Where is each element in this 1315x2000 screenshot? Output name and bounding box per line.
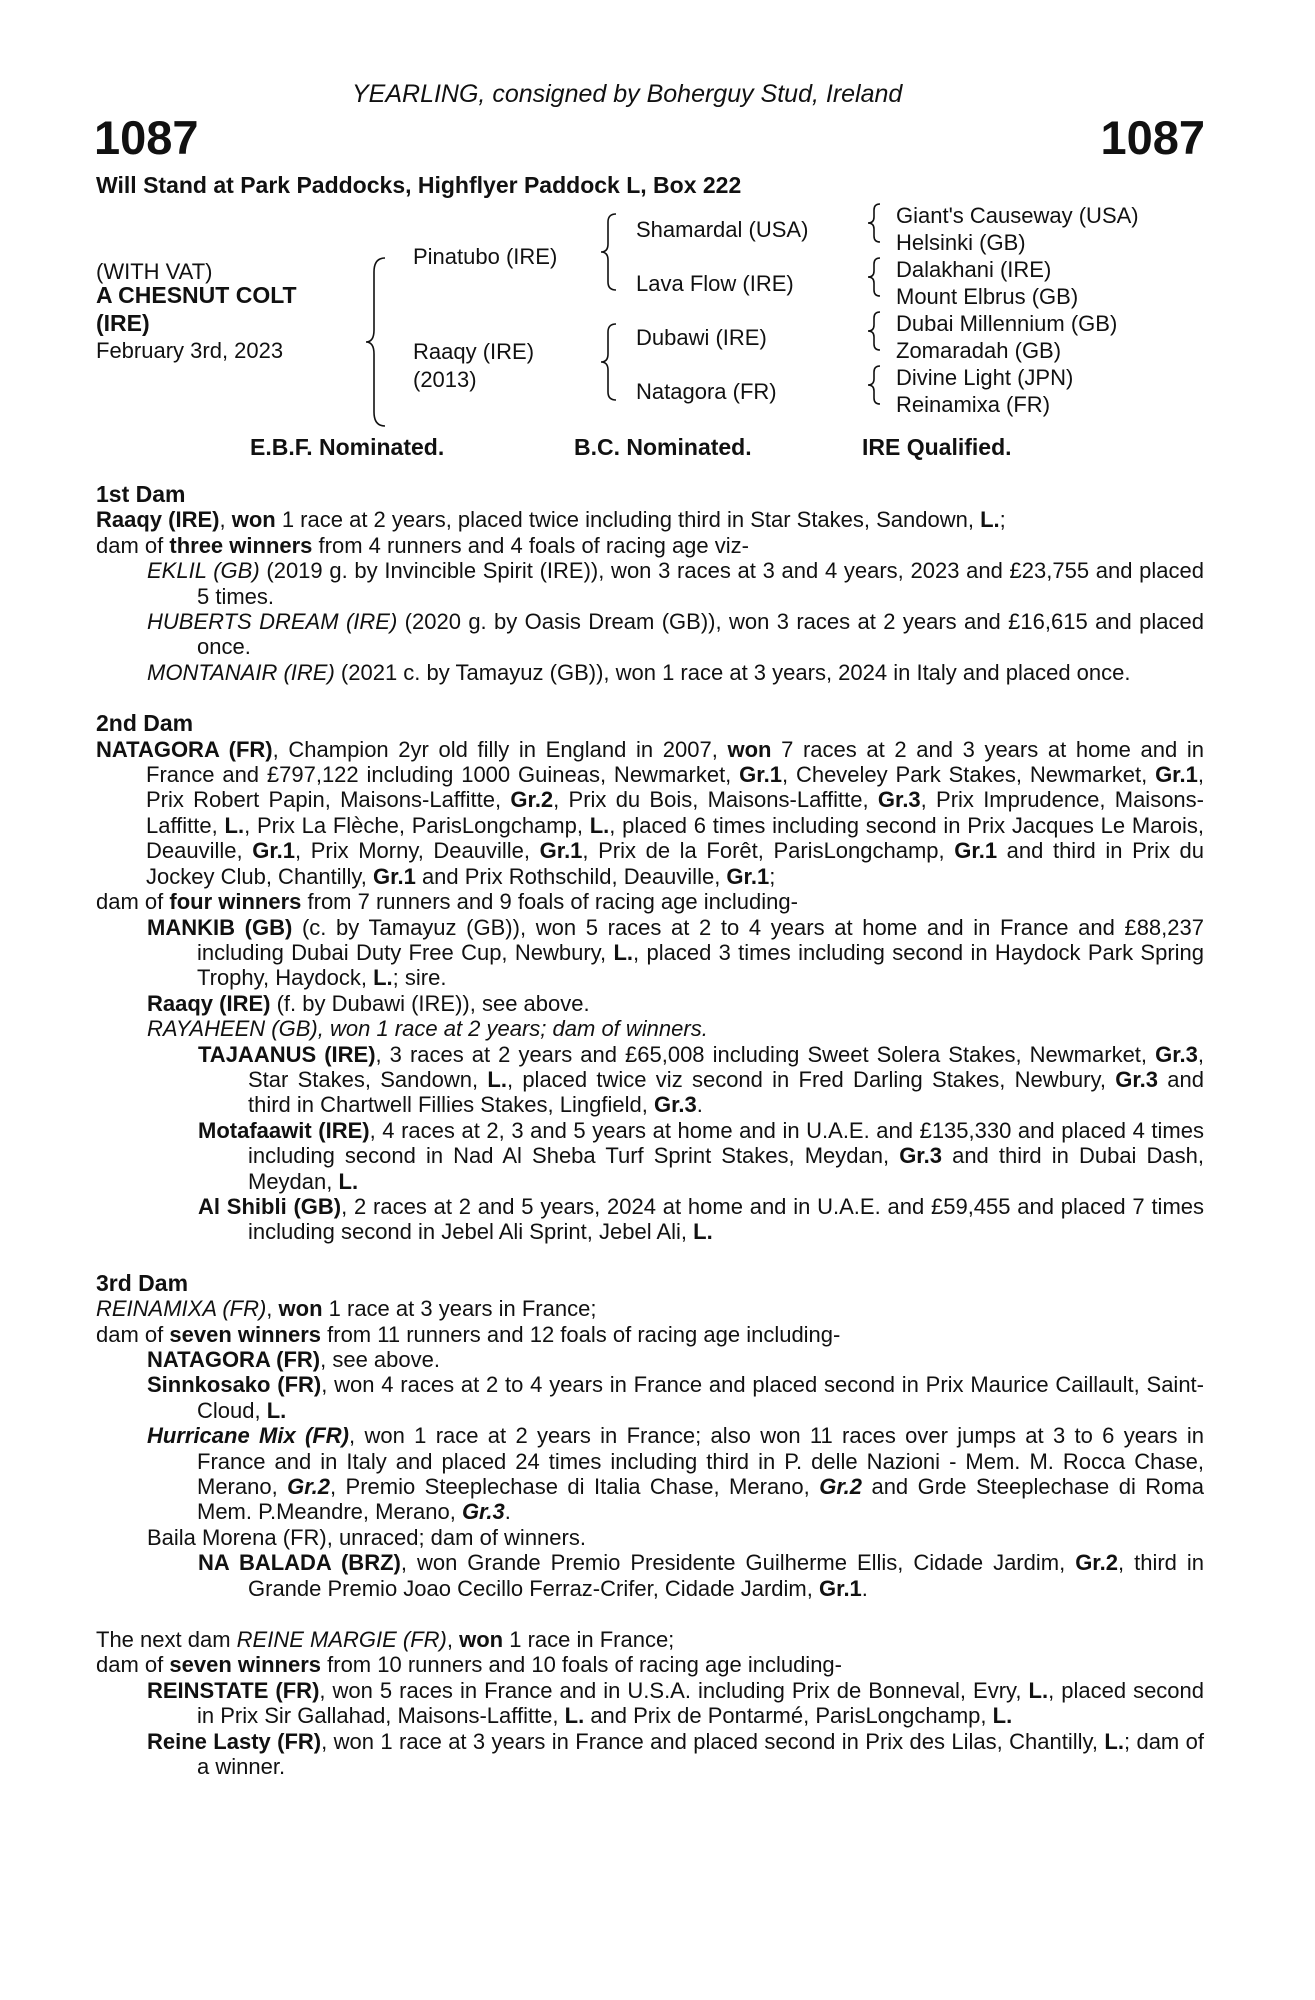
next-dam-offspring: Reine Lasty (FR), won 1 race at 3 years in France and placed second in Prix des Lilas, Chantilly, L.; dam of a winner. bbox=[147, 1728, 1204, 1780]
lot-number-left: 1087 bbox=[94, 111, 199, 164]
ddd: Reinamixa (FR) bbox=[896, 392, 1051, 417]
horse-origin: (IRE) bbox=[96, 310, 150, 336]
horse-name: A CHESNUT COLT bbox=[96, 282, 297, 308]
dam-sire: Dubawi (IRE) bbox=[636, 325, 767, 350]
dam2-produce-summary: dam of four winners from 7 runners and 9 foals of racing age including- bbox=[96, 889, 798, 915]
next-dam-record: The next dam REINE MARGIE (FR), won 1 race in France; bbox=[96, 1627, 675, 1653]
foaling-date: February 3rd, 2023 bbox=[96, 338, 284, 363]
dam3-offspring: Hurricane Mix (FR), won 1 race at 2 years in France; also won 11 races over jumps at 3 to 6 years in France and in Italy and placed 24 times including third in P. delle Nazioni - Mem. M. Rocca Chase, Merano, Gr.2, Premio Steeplechase di Italia Chase, Merano, Gr.2 and Grde Steeplechase di Roma Mem. P.Meandre, Merano, Gr.3. bbox=[147, 1423, 1204, 1525]
dam1-produce-summary: dam of three winners from 4 runners and 4 foals of racing age viz- bbox=[96, 532, 749, 558]
dam2-grand-offspring: TAJAANUS (IRE), 3 races at 2 years and £65,008 including Sweet Solera Stakes, Newmarket, Gr.3, Star Stakes, Sandown, L., placed twice viz second in Fred Darling Stakes, Newbury, Gr.3 and third in Chartwell Fillies Stakes, Lingfield, Gr.3. bbox=[198, 1041, 1205, 1118]
dam2-grand-offspring: Al Shibli (GB), 2 races at 2 and 5 years, 2024 at home and in U.A.E. and £59,455 and placed 7 times including second in Jebel Ali Sprint, Jebel Ali, L. bbox=[198, 1193, 1205, 1245]
sdd: Mount Elbrus (GB) bbox=[896, 284, 1079, 309]
dam3-offspring: Sinnkosako (FR), won 4 races at 2 to 4 years in France and placed second in Prix Maurice Caillault, Saint-Cloud, L. bbox=[147, 1372, 1204, 1423]
dam2-heading: 2nd Dam bbox=[96, 710, 194, 737]
next-dam-offspring: REINSTATE (FR), won 5 races in France and in U.S.A. including Prix de Bonneval, Evry, L., placed second in Prix Sir Gallahad, Maisons-Laffitte, L. and Prix de Pontarmé, ParisLongchamp, L. bbox=[147, 1677, 1205, 1729]
dam3-produce-summary: dam of seven winners from 11 runners and 12 foals of racing age including- bbox=[96, 1321, 841, 1347]
dds: Divine Light (JPN) bbox=[896, 365, 1074, 390]
ire-qualified: IRE Qualified. bbox=[862, 434, 1012, 460]
ebf-nomination: E.B.F. Nominated. bbox=[250, 434, 445, 460]
catalogue-body bbox=[96, 482, 1204, 1780]
dam1-heading: 1st Dam bbox=[96, 481, 186, 507]
dam1-offspring: HUBERTS DREAM (IRE) (2020 g. by Oasis Dream (GB)), won 3 races at 2 years and £16,615 and placed once. bbox=[147, 609, 1204, 660]
sss: Giant's Causeway (USA) bbox=[896, 203, 1139, 228]
dam3-offspring: NATAGORA (FR), see above. bbox=[147, 1347, 440, 1372]
dam1-offspring: MONTANAIR (IRE) (2021 c. by Tamayuz (GB)), won 1 race at 3 years, 2024 in Italy and placed once. bbox=[147, 659, 1131, 685]
dam3-heading: 3rd Dam bbox=[96, 1269, 189, 1296]
dam3-record: REINAMIXA (FR), won 1 race at 3 years in France; bbox=[96, 1296, 597, 1322]
bc-nomination: B.C. Nominated. bbox=[574, 434, 752, 460]
sire: Pinatubo (IRE) bbox=[413, 244, 558, 269]
dam-year: (2013) bbox=[413, 367, 477, 392]
sds: Dalakhani (IRE) bbox=[896, 257, 1052, 282]
dam2-offspring: RAYAHEEN (GB), won 1 race at 2 years; dam of winners. bbox=[147, 1016, 708, 1042]
dam: Raaqy (IRE) bbox=[413, 339, 535, 364]
dam1-record: Raaqy (IRE), won 1 race at 2 years, placed twice including third in Star Stakes, Sandown, L.; bbox=[96, 507, 1006, 533]
sire-dam: Lava Flow (IRE) bbox=[636, 271, 794, 296]
lot-number-right: 1087 bbox=[1100, 111, 1205, 164]
dam3-offspring: Baila Morena (FR), unraced; dam of winners. bbox=[147, 1524, 586, 1550]
catalogue-subtitle: YEARLING, consigned by Boherguy Stud, Ireland bbox=[352, 80, 903, 108]
dam2-grand-offspring: Motafaawit (IRE), 4 races at 2, 3 and 5 years at home and in U.A.E. and £135,330 and placed 4 times including second in Nad Al Sheba Turf Sprint Stakes, Meydan, Gr.3 and third in Dubai Dash, Meydan, L. bbox=[198, 1117, 1204, 1194]
dss: Dubai Millennium (GB) bbox=[896, 311, 1118, 336]
dam-dam: Natagora (FR) bbox=[636, 379, 777, 404]
dam2-record: NATAGORA (FR), Champion 2yr old filly in England in 2007, won 7 races at 2 and 3 years at home and in France and £797,122 including 1000 Guineas, Newmarket, Gr.1, Cheveley Park Stakes, Newmarket, Gr.1, Prix Robert Papin, Maisons-Laffitte, Gr.2, Prix du Bois, Maisons-Laffitte, Gr.3, Prix Imprudence, Maisons-Laffitte, L., Prix La Flèche, ParisLongchamp, L., placed 6 times including second in Prix Jacques Le Marois, Deauville, Gr.1, Prix Morny, Deauville, Gr.1, Prix de la Forêt, ParisLongchamp, Gr.1 and third in Prix du Jockey Club, Chantilly, Gr.1 and Prix Rothschild, Deauville, Gr.1; bbox=[96, 736, 1205, 889]
stabling-location: Will Stand at Park Paddocks, Highflyer Paddock L, Box 222 bbox=[96, 172, 742, 198]
dam2-offspring: Raaqy (IRE) (f. by Dubawi (IRE)), see above. bbox=[147, 990, 590, 1016]
dam1-offspring: EKLIL (GB) (2019 g. by Invincible Spirit (IRE)), won 3 races at 3 and 4 years, 2023 and £23,755 and placed 5 times. bbox=[147, 558, 1204, 609]
sire-sire: Shamardal (USA) bbox=[636, 217, 809, 242]
vat-note: (WITH VAT) bbox=[96, 259, 213, 284]
next-dam-produce-summary: dam of seven winners from 10 runners and 10 foals of racing age including- bbox=[96, 1652, 842, 1678]
dam2-offspring: MANKIB (GB) (c. by Tamayuz (GB)), won 5 races at 2 to 4 years at home and in France and £88,237 including Dubai Duty Free Cup, Newbury, L., placed 3 times including second in Haydock Park Spring Trophy, Haydock, L.; sire. bbox=[147, 914, 1204, 991]
ssd: Helsinki (GB) bbox=[896, 230, 1026, 255]
dsd: Zomaradah (GB) bbox=[896, 338, 1062, 363]
dam3-grand-offspring: NA BALADA (BRZ), won Grande Premio Presidente Guilherme Ellis, Cidade Jardim, Gr.2, third in Grande Premio Joao Cecillo Ferraz-Crifer, Cidade Jardim, Gr.1. bbox=[198, 1550, 1204, 1601]
